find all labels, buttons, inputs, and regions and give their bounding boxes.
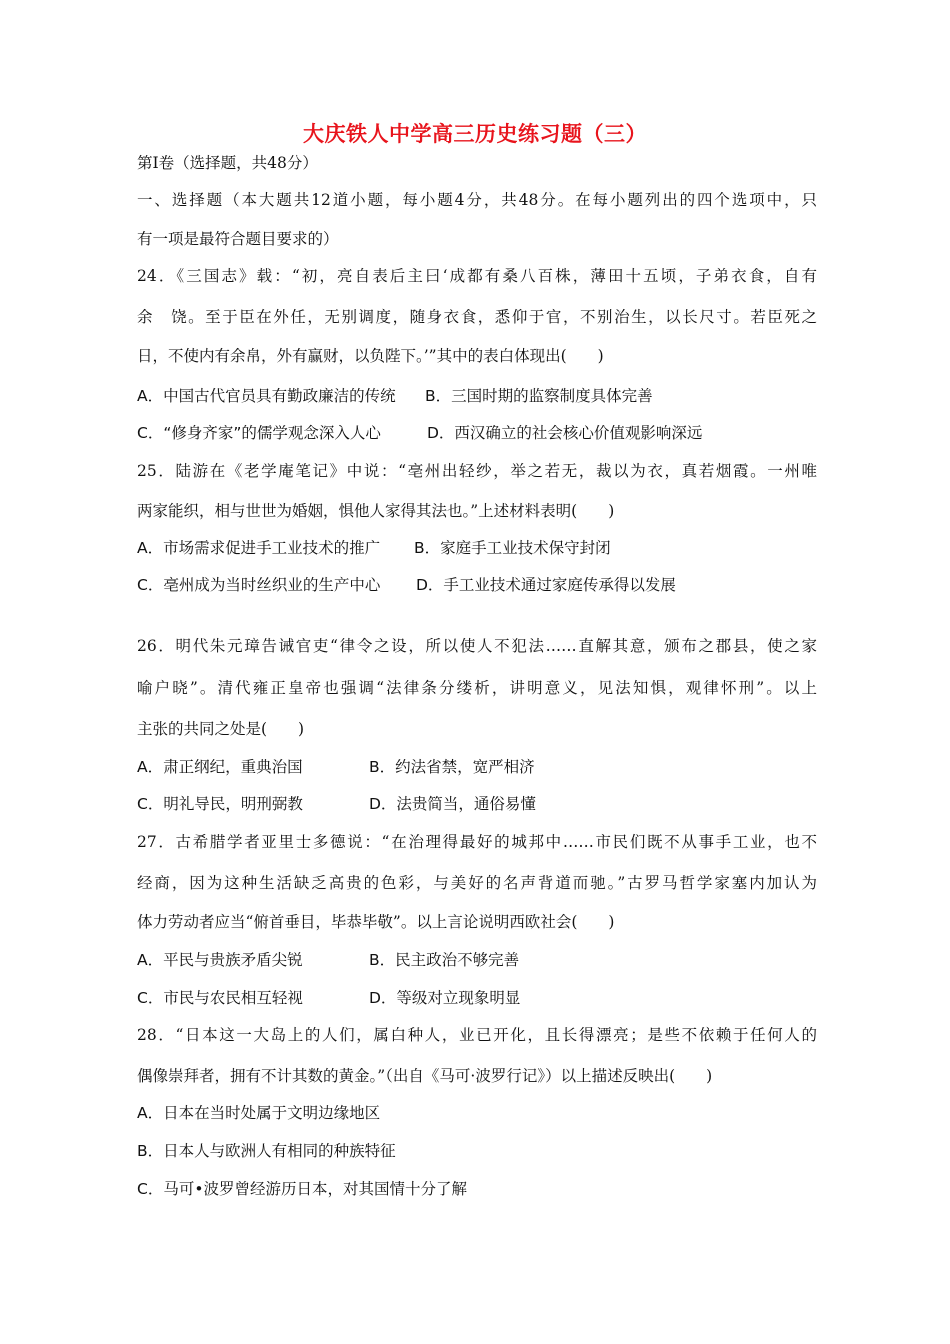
question-24-stem-line: 24．《三国志》载：“初，亮自表后主曰‘成都有桑八百株，薄田十五顷，子弟衣食，自有 [137, 267, 817, 285]
question-28-stem-line: 28．“日本这一大岛上的人们，属白种人，业已开化，且长得漂亮；是些不依赖于任何人的 [137, 1026, 817, 1044]
question-26-option-b: B．约法省禁，宽严相济 [369, 758, 535, 776]
question-24-option-b: B．三国时期的监察制度具体完善 [425, 387, 653, 405]
question-25-option-a: A．市场需求促进手工业技术的推广 [137, 539, 381, 557]
page-title: 大庆铁人中学高三历史练习题（三） [303, 121, 647, 146]
question-28-option-c: C．马可•波罗曾经游历日本，对其国情十分了解 [137, 1180, 467, 1198]
question-24-option-d: D．西汉确立的社会核心价值观影响深远 [427, 424, 703, 442]
question-24-option-a: A．中国古代官员具有勤政廉洁的传统 [137, 387, 396, 405]
question-27-stem-line: 27．古希腊学者亚里士多德说：“在治理得最好的城邦中……市民们既不从事手工业，也不 [137, 833, 817, 851]
section-header: 第Ⅰ卷（选择题，共48分） [137, 154, 318, 172]
question-27-option-a: A．平民与贵族矛盾尖锐 [137, 951, 303, 969]
question-25-stem-line: 25．陆游在《老学庵笔记》中说：“亳州出轻纱，举之若无，裁以为衣，真若烟霞。一州唯 [137, 462, 817, 480]
question-25-option-b: B．家庭手工业技术保守封闭 [414, 539, 611, 557]
question-27-option-c: C．市民与农民相互轻视 [137, 989, 303, 1007]
instructions-line-2: 有一项是最符合题目要求的） [137, 230, 339, 248]
question-28-option-b: B．日本人与欧洲人有相同的种族特征 [137, 1142, 396, 1160]
question-26-stem-line: 26．明代朱元璋告诫官吏“律令之设，所以使人不犯法……直解其意，颁布之郡县，使之家 [137, 637, 817, 655]
question-27-option-b: B．民主政治不够完善 [369, 951, 520, 969]
question-27-stem-line: 经商，因为这种生活缺乏高贵的色彩，与美好的名声背道而驰。”古罗马哲学家塞内加认为 [137, 874, 817, 892]
question-25-stem-line: 两家能织，相与世世为婚姻，惧他人家得其法也。”上述材料表明( ) [137, 502, 615, 520]
question-26-option-c: C．明礼导民，明刑弼教 [137, 795, 303, 813]
question-24-option-c: C．“修身齐家”的儒学观念深入人心 [137, 424, 381, 442]
question-26-option-d: D．法贵简当，通俗易懂 [369, 795, 536, 813]
question-25-option-c: C．亳州成为当时丝织业的生产中心 [137, 576, 381, 594]
question-25-option-d: D．手工业技术通过家庭传承得以发展 [416, 576, 676, 594]
question-27-stem-line: 体力劳动者应当“俯首垂目，毕恭毕敬”。以上言论说明西欧社会( ) [137, 913, 615, 931]
question-26-stem-line: 喻户晓”。清代雍正皇帝也强调“法律条分缕析，讲明意义，见法知惧，观律怀刑”。以上 [137, 679, 817, 697]
question-24-stem-line: 余 饶。至于臣在外任，无别调度，随身衣食，悉仰于官，不别治生，以长尺寸。若臣死之 [137, 308, 817, 326]
question-27-option-d: D．等级对立现象明显 [369, 989, 521, 1007]
question-28-option-a: A．日本在当时处属于文明边缘地区 [137, 1104, 381, 1122]
question-26-option-a: A．肃正纲纪，重典治国 [137, 758, 303, 776]
question-24-stem-line: 日，不使内有余帛，外有赢财，以负陛下。’”其中的表白体现出( ) [137, 347, 604, 365]
question-28-stem-line: 偶像崇拜者，拥有不计其数的黄金。”（出自《马可·波罗行记》）以上描述反映出( ) [137, 1067, 713, 1085]
question-26-stem-line: 主张的共同之处是( ) [137, 720, 305, 738]
instructions-line-1: 一、选择题（本大题共12道小题，每小题4分，共48分。在每小题列出的四个选项中，只 [137, 191, 817, 209]
